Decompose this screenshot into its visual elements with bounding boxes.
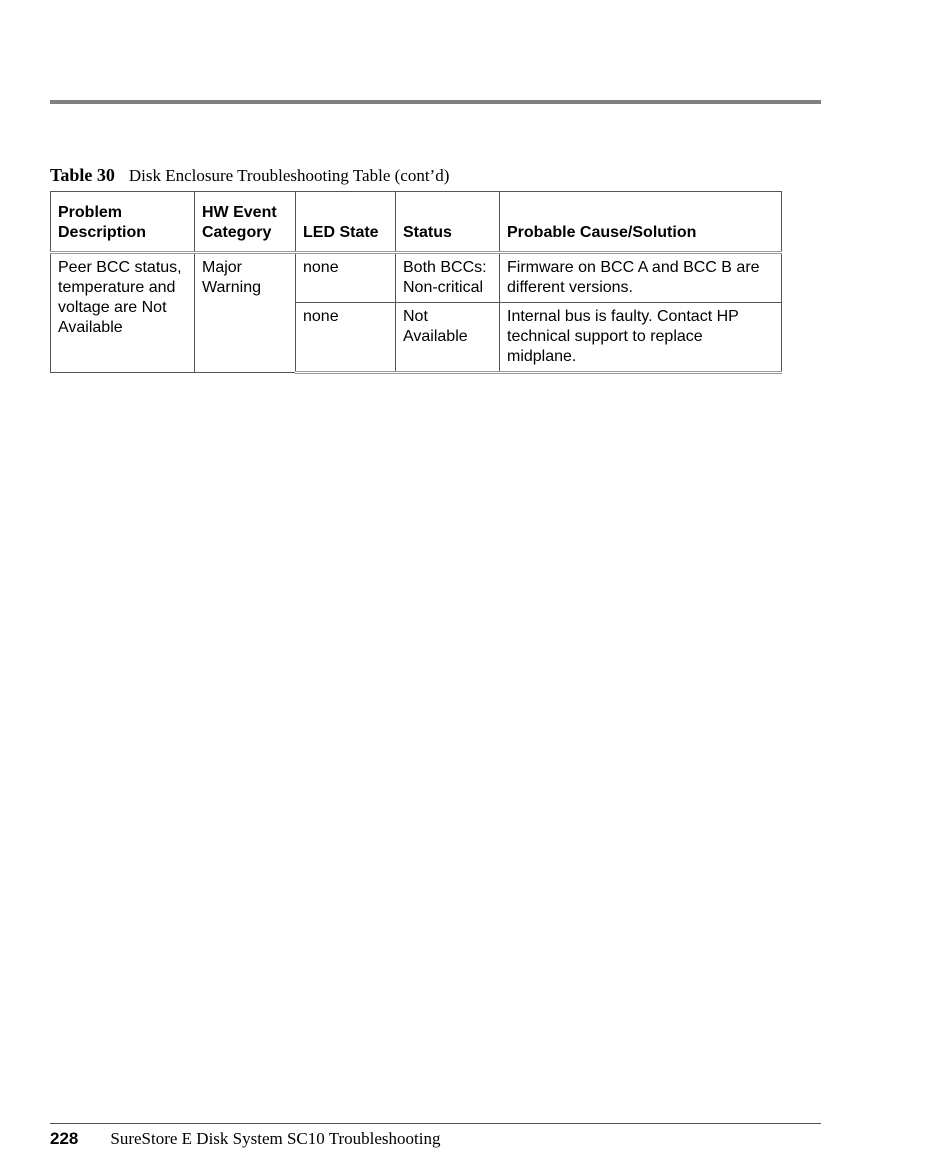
column-header-status: Status <box>396 192 500 253</box>
header-rule <box>50 100 821 104</box>
column-header-probable-cause: Probable Cause/Solution <box>500 192 782 253</box>
led-state-cell: none <box>296 303 396 373</box>
column-header-led-state: LED State <box>296 192 396 253</box>
table-title: Disk Enclosure Troubleshooting Table (cont’d) <box>128 166 450 185</box>
running-title: SureStore E Disk System SC10 Troubleshooting <box>110 1129 441 1148</box>
table-header-row <box>51 192 782 253</box>
troubleshooting-table <box>50 191 782 374</box>
table-number: Table 30 <box>50 165 115 185</box>
column-header-problem-description: Problem Description <box>51 192 195 253</box>
table-row <box>51 253 782 303</box>
column-header-hw-event-category: HW Event Category <box>195 192 296 253</box>
hw-event-category-cell: Major Warning <box>195 253 296 373</box>
status-cell: Both BCCs: Non-critical <box>396 253 500 303</box>
problem-description-cell: Peer BCC status, temperature and voltage are Not Available <box>51 253 195 373</box>
page-number: 228 <box>50 1129 79 1148</box>
probable-cause-cell: Internal bus is faulty. Contact HP technical support to replace midplane. <box>500 303 782 373</box>
footer-rule <box>50 1123 821 1124</box>
probable-cause-cell: Firmware on BCC A and BCC B are different versions. <box>500 253 782 303</box>
led-state-cell: none <box>296 253 396 303</box>
status-cell: Not Available <box>396 303 500 373</box>
table-caption <box>50 165 449 186</box>
page-footer <box>50 1129 441 1149</box>
